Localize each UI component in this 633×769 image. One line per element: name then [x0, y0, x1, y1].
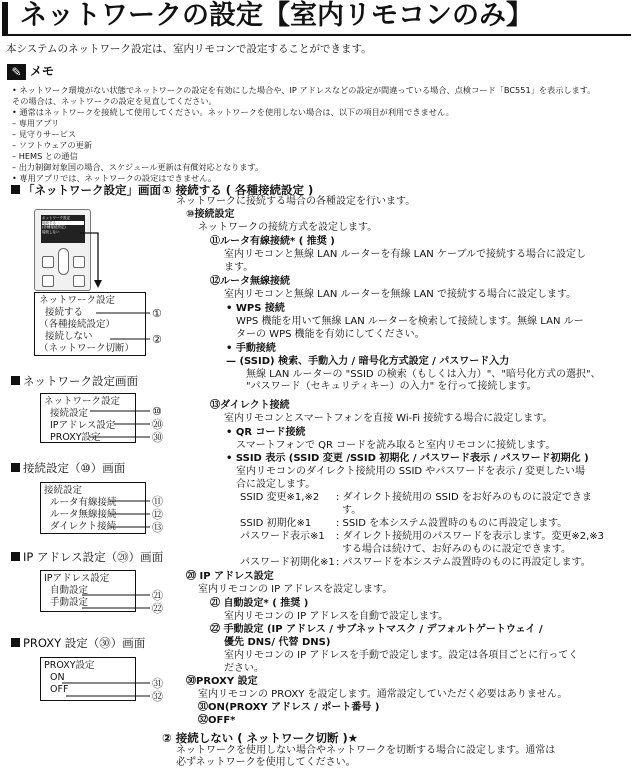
text-line: 室内リモコンの IP アドレスを手動で設定します。設定は各項目ごとに行ってく — [224, 650, 579, 661]
text-line: ます。 — [224, 262, 254, 273]
text-line: ㉒ 手動設定 (IP アドレス / サブネットマスク / デフォルトゲートウェイ / — [210, 624, 543, 635]
device-screen: ネットワーク設定 接続する (各種接続設定) 接続しない — [41, 215, 85, 243]
text-line: ネットワークを使用しない場合やネットワークを切断する場合に設定します。通常は — [176, 745, 556, 756]
heading-ip: IP アドレス設定（⑳）画面 — [11, 550, 163, 564]
memo-line: – 専用アプリ — [12, 118, 60, 128]
ref-num: ㉛ — [152, 677, 163, 690]
text-line: SSID 初期化※1 — [240, 518, 312, 529]
text-line: ㉛ON(PROXY アドレス / ポート番号 ) — [198, 702, 380, 713]
text-line: ⑩接続設定 — [186, 209, 235, 220]
text-line: ⑪ルータ有線接続* ( 推奨 ) — [210, 236, 335, 247]
text-line: • WPS 接続 — [226, 303, 285, 314]
text-line: : ダイレクト接続用の SSID をお好みのものに設定できま — [336, 492, 592, 503]
ref-num: ㉒ — [152, 602, 163, 615]
text-line: ㉚PROXY 設定 — [186, 676, 258, 687]
text-line: ㉜OFF* — [198, 715, 236, 726]
text-line: 優先 DNS/ 代替 DNS) — [224, 637, 331, 648]
connection-box: 接続設定 ルータ有線接続 ルータ無線接続 ダイレクト接続 — [40, 482, 146, 534]
text-line: す。 — [342, 505, 362, 516]
network-menu-box: ネットワーク設定 接続設定 IPアドレス設定 PROXY設定 — [40, 393, 136, 443]
intro-text: 本システムのネットワーク設定は、室内リモコンで設定することができます。 — [6, 43, 372, 55]
heading-connection: 接続設定（⑩）画面 — [11, 461, 125, 475]
text-line: — (SSID) 検索、手動入力 / 暗号化方式設定 / パスワード入力 — [226, 356, 510, 367]
ref-num: ⑩ — [152, 405, 162, 418]
proxy-box: PROXY設定 ON OFF — [40, 657, 136, 701]
memo-line: – ソフトウェアの更新 — [12, 140, 93, 150]
page-title: ネットワークの設定【室内リモコンのみ】 — [20, 0, 533, 31]
text-line: • 手動接続 — [226, 343, 276, 354]
text-line: 室内リモコンのダイレクト接続用の SSID やパスワードを表示 / 変更したい場 — [236, 466, 586, 477]
text-line: : SSID を本システム設置時のものに再設定します。 — [336, 518, 568, 529]
text-line: パスワード初期化※1 — [240, 557, 335, 568]
memo-line: • 専用アプリでは、ネットワークの設定はできません。 — [12, 173, 217, 183]
ref-num: ㉜ — [152, 690, 163, 703]
text-line: : ダイレクト接続用のパスワードを表示します。変更※2,※3 — [336, 531, 605, 542]
memo-line: – 見守りサービス — [12, 129, 77, 139]
text-line: 室内リモコンと無線 LAN ルーターを有線 LAN ケーブルで接続する場合に設定し — [224, 249, 587, 260]
text-line: 室内リモコンの IP アドレスを設定します。 — [198, 584, 393, 595]
ref-num: ㉚ — [152, 431, 163, 444]
text-line: 室内リモコンの IP アドレスを自動で設定します。 — [224, 611, 449, 622]
text-line: WPS 機能を用いて無線 LAN ルーターを検索して接続します。無線 LAN ルー — [236, 316, 584, 327]
ip-box: IPアドレス設定 自動設定 手動設定 — [40, 570, 136, 612]
text-line: ㉑ 自動設定* ( 推奨 ) — [210, 598, 309, 609]
text-line: ⑫ルータ無線接続 — [210, 276, 290, 287]
memo-line: • ネットワーク環境がない状態でネットワークの設定を有効にした場合や、IP アドレスなどの設定が間違っている場合、点検コード「BC551」を表示します。 — [12, 85, 596, 95]
memo-line: • 通常はネットワークを接続して使用してください。ネットワークを使用しない場合は、以下の項目が利用できません。 — [12, 107, 454, 117]
memo-line: – 出力制御対象国の場合、スケジュール更新は有償対応となります。 — [12, 162, 264, 172]
text-line: ⑬ダイレクト接続 — [210, 400, 290, 411]
text-line: ⑳ IP アドレス設定 — [186, 571, 274, 582]
text-line: : パスワードを本システム設置時のものに再設定します。 — [336, 557, 591, 568]
text-line: ネットワークに接続する場合の各種設定を行います。 — [176, 196, 416, 207]
text-line: 室内リモコンの PROXY を設定します。通常設定していただく必要はありません。 — [198, 689, 568, 700]
text-line: ① 接続する ( 各種接続設定 ) — [162, 183, 314, 197]
text-line: "パスワード（セキュリティキー）の入力" を行って接続します。 — [246, 381, 537, 392]
text-line: スマートフォンで QR コードを読み取ると室内リモコンに接続します。 — [236, 440, 556, 451]
text-line: 無線 LAN ルーターの "SSID の検索（もしくは入力）"、"暗号化方式の選択"、 — [246, 369, 601, 380]
text-line: ターの WPS 機能を有効にしてください。 — [236, 329, 425, 340]
ref-num: ② — [152, 333, 162, 346]
text-line: • QR コード接続 — [226, 427, 306, 438]
ref-num: ⑳ — [152, 418, 163, 431]
text-line: 必ずネットワークを使用してください。 — [176, 757, 356, 768]
heading-proxy: PROXY 設定（㉚）画面 — [11, 636, 145, 650]
heading-network-settings: ネットワーク設定画面 — [11, 374, 138, 388]
text-line: • SSID 表示 (SSID 変更 /SSID 初期化 / パスワード表示 / パスワード初期化 ) — [226, 453, 589, 464]
text-line: 室内リモコンと無線 LAN ルーターを無線 LAN で接続する場合に設定します。 — [224, 289, 577, 300]
text-line: ネットワークの接続方式を設定します。 — [198, 222, 378, 233]
pencil-icon: ✎ — [7, 64, 26, 80]
memo-line: その場合は、ネットワークの設定を見直してください。 — [12, 96, 217, 106]
ref-num: ⑬ — [152, 521, 163, 534]
ref-num: ① — [152, 307, 162, 320]
memo-label: メモ — [30, 64, 55, 78]
heading-network-screen: 「ネットワーク設定」画面 — [11, 183, 161, 197]
text-line: パスワード表示※1 — [240, 531, 325, 542]
text-line: 室内リモコンとスマートフォンを直接 Wi-Fi 接続する場合に設定します。 — [224, 413, 553, 424]
text-line: する場合は続けて、お好みのものに設定できます。 — [342, 544, 571, 555]
text-line: ださい。 — [224, 663, 264, 674]
ref-num: ⑫ — [152, 508, 163, 521]
ref-num: ㉑ — [152, 589, 163, 602]
text-line: SSID 変更※1,※2 — [240, 492, 320, 503]
ref-num: ⑪ — [152, 495, 163, 508]
text-line: ② 接続しない ( ネットワーク切断 )★ — [162, 731, 359, 745]
network-settings-box: ネットワーク設定 接続する （各種接続設定） 接続しない （ネットワーク切断） — [34, 292, 146, 356]
memo-line: – HEMS との通信 — [12, 151, 78, 161]
text-line: 合に設定します。 — [236, 479, 316, 490]
